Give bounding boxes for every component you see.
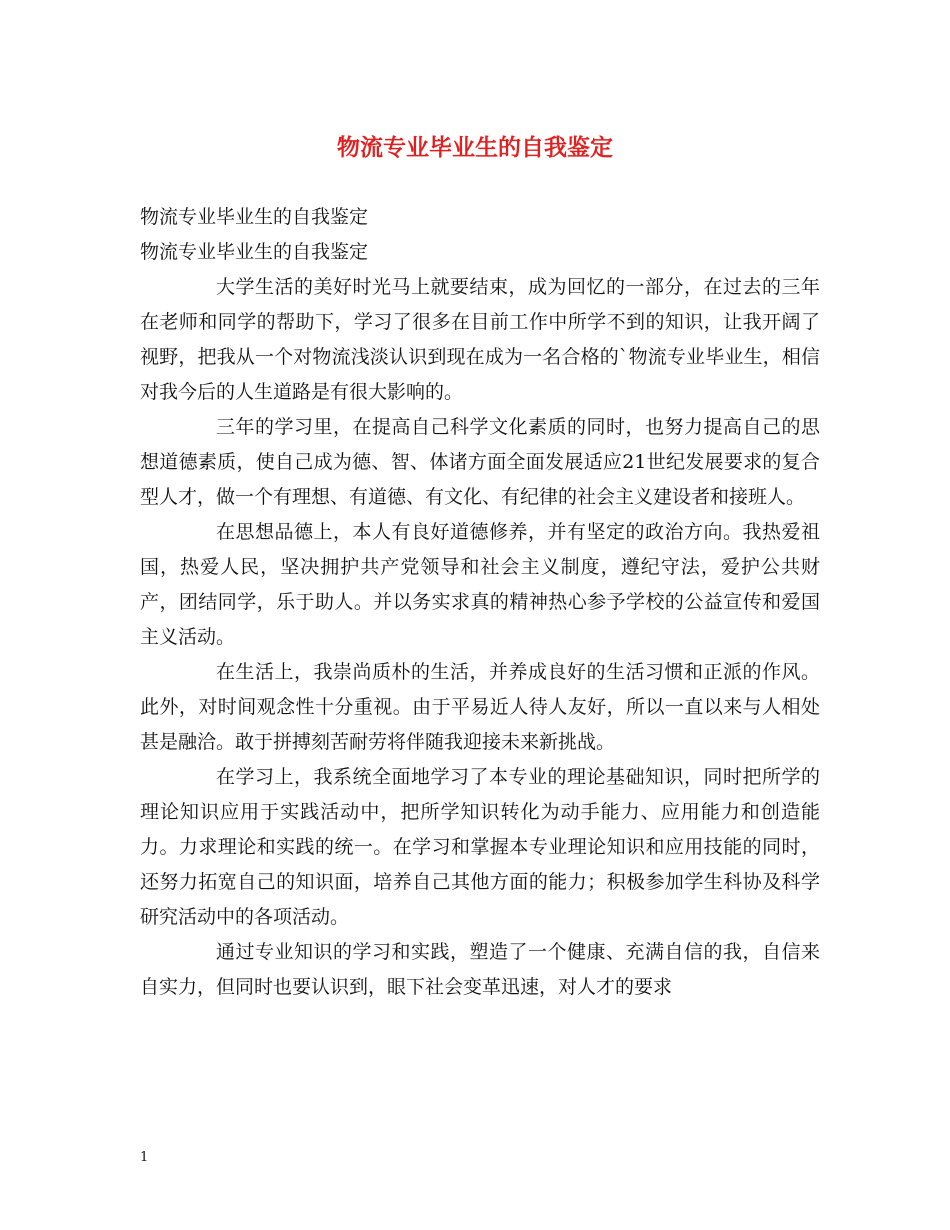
paragraph-intro: 大学生活的美好时光马上就要结束，成为回忆的一部分，在过去的三年在老师和同学的帮助下，学习了很多在目前工作中所学不到的知识，让我开阔了视野，把我从一个对物流浅淡认识到现在成为一名合格的`物流专业毕业生，相信对我今后的人生道路是有很大影响的。: [140, 276, 820, 403]
paragraph-study: 三年的学习里，在提高自己科学文化素质的同时，也努力提高自己的思想道德素质，使自己成为德、智、体诸方面全面发展适应21世纪发展要求的复合型人才，做一个有理想、有道德、有文化、有纪律的社会主义建设者和接班人。: [140, 416, 820, 508]
paragraph-confidence: 通过专业知识的学习和实践，塑造了一个健康、充满自信的我，自信来自实力，但同时也要认识到，眼下社会变革迅速，对人才的要求: [140, 941, 820, 998]
paragraph-learning: 在学习上，我系统全面地学习了本专业的理论基础知识，同时把所学的理论知识应用于实践活动中，把所学知识转化为动手能力、应用能力和创造能力。力求理论和实践的统一。在学习和掌握本专业理论知识和应用技能的同时，还努力拓宽自己的知识面，培养自己其他方面的能力；积极参加学生科协及科学研究活动中的各项活动。: [140, 766, 820, 928]
subtitle-line: 物流专业毕业生的自我鉴定: [140, 206, 369, 228]
subtitle-line: 物流专业毕业生的自我鉴定: [140, 241, 369, 263]
page-number: 1: [140, 1150, 149, 1165]
paragraph-life: 在生活上，我崇尚质朴的生活，并养成良好的生活习惯和正派的作风。此外，对时间观念性十分重视。由于平易近人待人友好，所以一直以来与人相处甚是融洽。敢于拼搏刻苦耐劳将伴随我迎接未来新挑战。: [140, 661, 820, 753]
document-body: [140, 200, 820, 1005]
paragraph-morality: 在思想品德上，本人有良好道德修养，并有坚定的政治方向。我热爱祖国，热爱人民，坚决拥护共产党领导和社会主义制度，遵纪守法，爱护公共财产，团结同学，乐于助人。并以务实求真的精神热心参予学校的公益宣传和爱国主义活动。: [140, 521, 820, 648]
document-title: 物流专业毕业生的自我鉴定: [337, 134, 613, 161]
